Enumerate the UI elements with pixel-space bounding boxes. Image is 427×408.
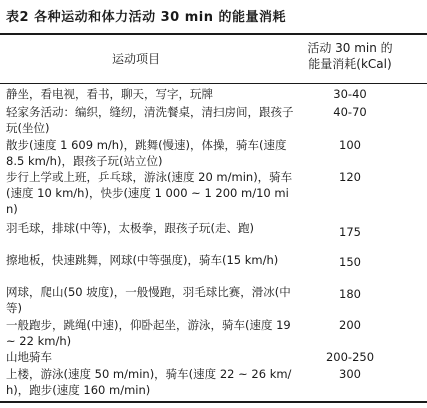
energy-cell: 120 — [339, 170, 361, 184]
table-title: 表2 各种运动和体力活动 30 min 的能量消耗 — [6, 10, 286, 25]
activity-cell: 步行上学或上班，乒乓球，游泳(速度 20 m/min)，骑车(速度 10 km/h)，快步(速度 1 000 ~ 1 200 m/10 min) — [6, 170, 293, 216]
table-header-rule — [0, 83, 427, 84]
column-header-activity: 运动项目 — [112, 52, 161, 66]
column-header-energy — [285, 40, 415, 72]
activity-cell: 一般跑步，跳绳(中速)，仰卧起坐，游泳，骑车(速度 19 ~ 22 km/h) — [6, 318, 291, 348]
activity-cell: 山地骑车 — [6, 350, 52, 364]
table-bottom-rule — [0, 401, 427, 403]
energy-cell: 150 — [339, 255, 361, 269]
table-top-rule — [0, 33, 427, 35]
activity-cell: 静坐，看电视，看书，聊天，写字，玩牌 — [6, 87, 213, 101]
activity-cell: 上楼，游泳(速度 50 m/min)，骑车(速度 22 ~ 26 km/h)，跑步(速度 160 m/min) — [6, 367, 292, 397]
column-header-energy-line2: 能量消耗(kCal) — [308, 57, 392, 71]
column-header-energy-line1: 活动 30 min 的 — [307, 41, 393, 55]
activity-cell: 羽毛球，排球(中等)，太极拳，跟孩子玩(走、跑) — [6, 221, 254, 235]
energy-cell: 40-70 — [333, 105, 367, 119]
activity-cell: 散步(速度 1 609 m/h)，跳舞(慢速)，体操，骑车(速度 8.5 km/h)，跟孩子玩(站立位) — [6, 138, 287, 168]
energy-cell: 180 — [339, 287, 361, 301]
activity-cell: 轻家务活动：编织，缝纫，清洗餐桌，清扫房间，跟孩子玩(坐位) — [6, 105, 294, 135]
energy-cell: 100 — [339, 138, 361, 152]
energy-cell: 300 — [339, 367, 361, 381]
energy-cell: 200 — [339, 318, 361, 332]
activity-cell: 擦地板，快速跳舞，网球(中等强度)，骑车(15 km/h) — [6, 253, 279, 267]
energy-cell: 200-250 — [325, 350, 375, 364]
energy-cell: 30-40 — [333, 87, 367, 101]
activity-cell: 网球，爬山(50 坡度)，一般慢跑，羽毛球比赛，滑冰(中等) — [6, 285, 291, 315]
energy-cell: 175 — [339, 225, 361, 239]
